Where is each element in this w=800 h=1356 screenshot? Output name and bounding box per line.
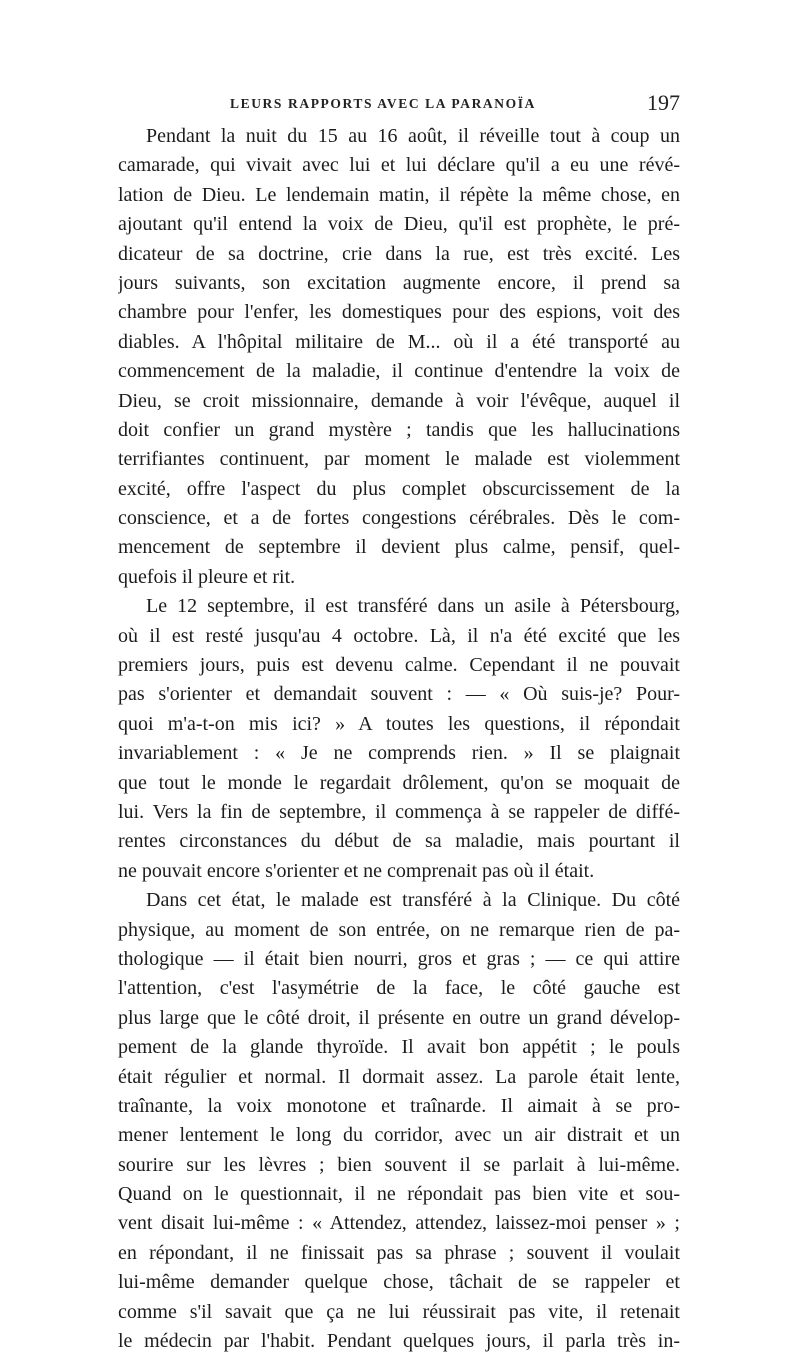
text-line: Pendant la nuit du 15 au 16 août, il réveille tout à coup un: [146, 125, 680, 147]
text-line: en répondant, il ne finissait pas sa phrase ; souvent il voulait: [118, 1241, 680, 1264]
text-line: invariablement : « Je ne comprends rien. » Il se plaignait: [118, 742, 680, 765]
text-line: camarade, qui vivait avec lui et lui déclare qu'il a eu une révé-: [118, 154, 680, 177]
text-line: chambre pour l'enfer, les domestiques pour des espions, voit des: [118, 301, 680, 324]
text-line: jours suivants, son excitation augmente encore, il prend sa: [118, 271, 680, 294]
text-line: était régulier et normal. Il dormait assez. La parole était lente,: [118, 1065, 680, 1088]
text-line: où il est resté jusqu'au 4 octobre. Là, il n'a été excité que les: [118, 624, 680, 647]
text-line: excité, offre l'aspect du plus complet obscurcissement de la: [118, 477, 680, 500]
text-line: le médecin par l'habit. Pendant quelques jours, il parla très in-: [118, 1330, 680, 1353]
text-line: lui-même demander quelque chose, tâchait de se rappeler et: [118, 1271, 680, 1294]
text-line: rentes circonstances du début de sa maladie, mais pourtant il: [118, 830, 680, 853]
text-line: vent disait lui-même : « Attendez, attendez, laissez-moi penser » ;: [118, 1212, 680, 1235]
text-line: doit confier un grand mystère ; tandis que les hallucinations: [118, 418, 680, 441]
text-line: quoi m'a-t-on mis ici? » A toutes les questions, il répondait: [118, 712, 680, 735]
text-line: comme s'il savait que ça ne lui réussirait pas vite, il retenait: [118, 1300, 680, 1323]
text-line: plus large que le côté droit, il présente en outre un grand dévelop-: [118, 1006, 680, 1029]
running-title: LEURS RAPPORTS AVEC LA PARANOÏA: [230, 96, 536, 111]
text-line: Quand on le questionnait, il ne répondait pas bien vite et sou-: [118, 1183, 680, 1206]
text-line: sourire sur les lèvres ; bien souvent il se parlait à lui-même.: [118, 1153, 680, 1176]
text-line: conscience, et a de fortes congestions cérébrales. Dès le com-: [118, 507, 680, 530]
page-number: 197: [647, 90, 680, 115]
text-line: traînante, la voix monotone et traînarde. Il aimait à se pro-: [118, 1094, 680, 1117]
text-line: pas s'orienter et demandait souvent : — « Où suis-je? Pour-: [118, 683, 680, 706]
text-line: l'attention, c'est l'asymétrie de la face, le côté gauche est: [118, 977, 680, 1000]
text-line: Dans cet état, le malade est transféré à la Clinique. Du côté: [146, 889, 680, 912]
text-line: lation de Dieu. Le lendemain matin, il répète la même chose, en: [118, 183, 680, 206]
text-line: Le 12 septembre, il est transféré dans un asile à Pétersbourg,: [146, 595, 680, 618]
text-line: physique, au moment de son entrée, on ne remarque rien de pa-: [118, 918, 680, 941]
text-line: commencement de la maladie, il continue d'entendre la voix de: [118, 360, 680, 383]
body-text: [118, 122, 680, 1356]
text-line: dicateur de sa doctrine, crie dans la rue, est très excité. Les: [118, 242, 680, 265]
text-line: terrifiantes continuent, par moment le malade est violemment: [118, 448, 680, 471]
text-line: mener lentement le long du corridor, avec un air distrait et un: [118, 1124, 680, 1147]
text-line: thologique — il était bien nourri, gros et gras ; — ce qui attire: [118, 947, 680, 970]
text-line: diables. A l'hôpital militaire de M... où il a été transporté au: [118, 330, 680, 353]
text-line: ajoutant qu'il entend la voix de Dieu, qu'il est prophète, le pré-: [118, 213, 680, 236]
text-line: pement de la glande thyroïde. Il avait bon appétit ; le pouls: [118, 1036, 680, 1059]
text-line: mencement de septembre il devient plus calme, pensif, quel-: [118, 536, 680, 559]
text-line: quefois il pleure et rit.: [118, 565, 296, 588]
text-line: que tout le monde le regardait drôlement, qu'on se moquait de: [118, 771, 680, 794]
text-line: lui. Vers la fin de septembre, il commença à se rappeler de diffé-: [118, 800, 680, 823]
text-line: premiers jours, puis est devenu calme. Cependant il ne pouvait: [118, 654, 680, 677]
text-line: Dieu, se croit missionnaire, demande à voir l'évêque, auquel il: [118, 389, 680, 412]
running-head: [118, 92, 680, 120]
text-line: ne pouvait encore s'orienter et ne comprenait pas où il était.: [118, 859, 595, 882]
